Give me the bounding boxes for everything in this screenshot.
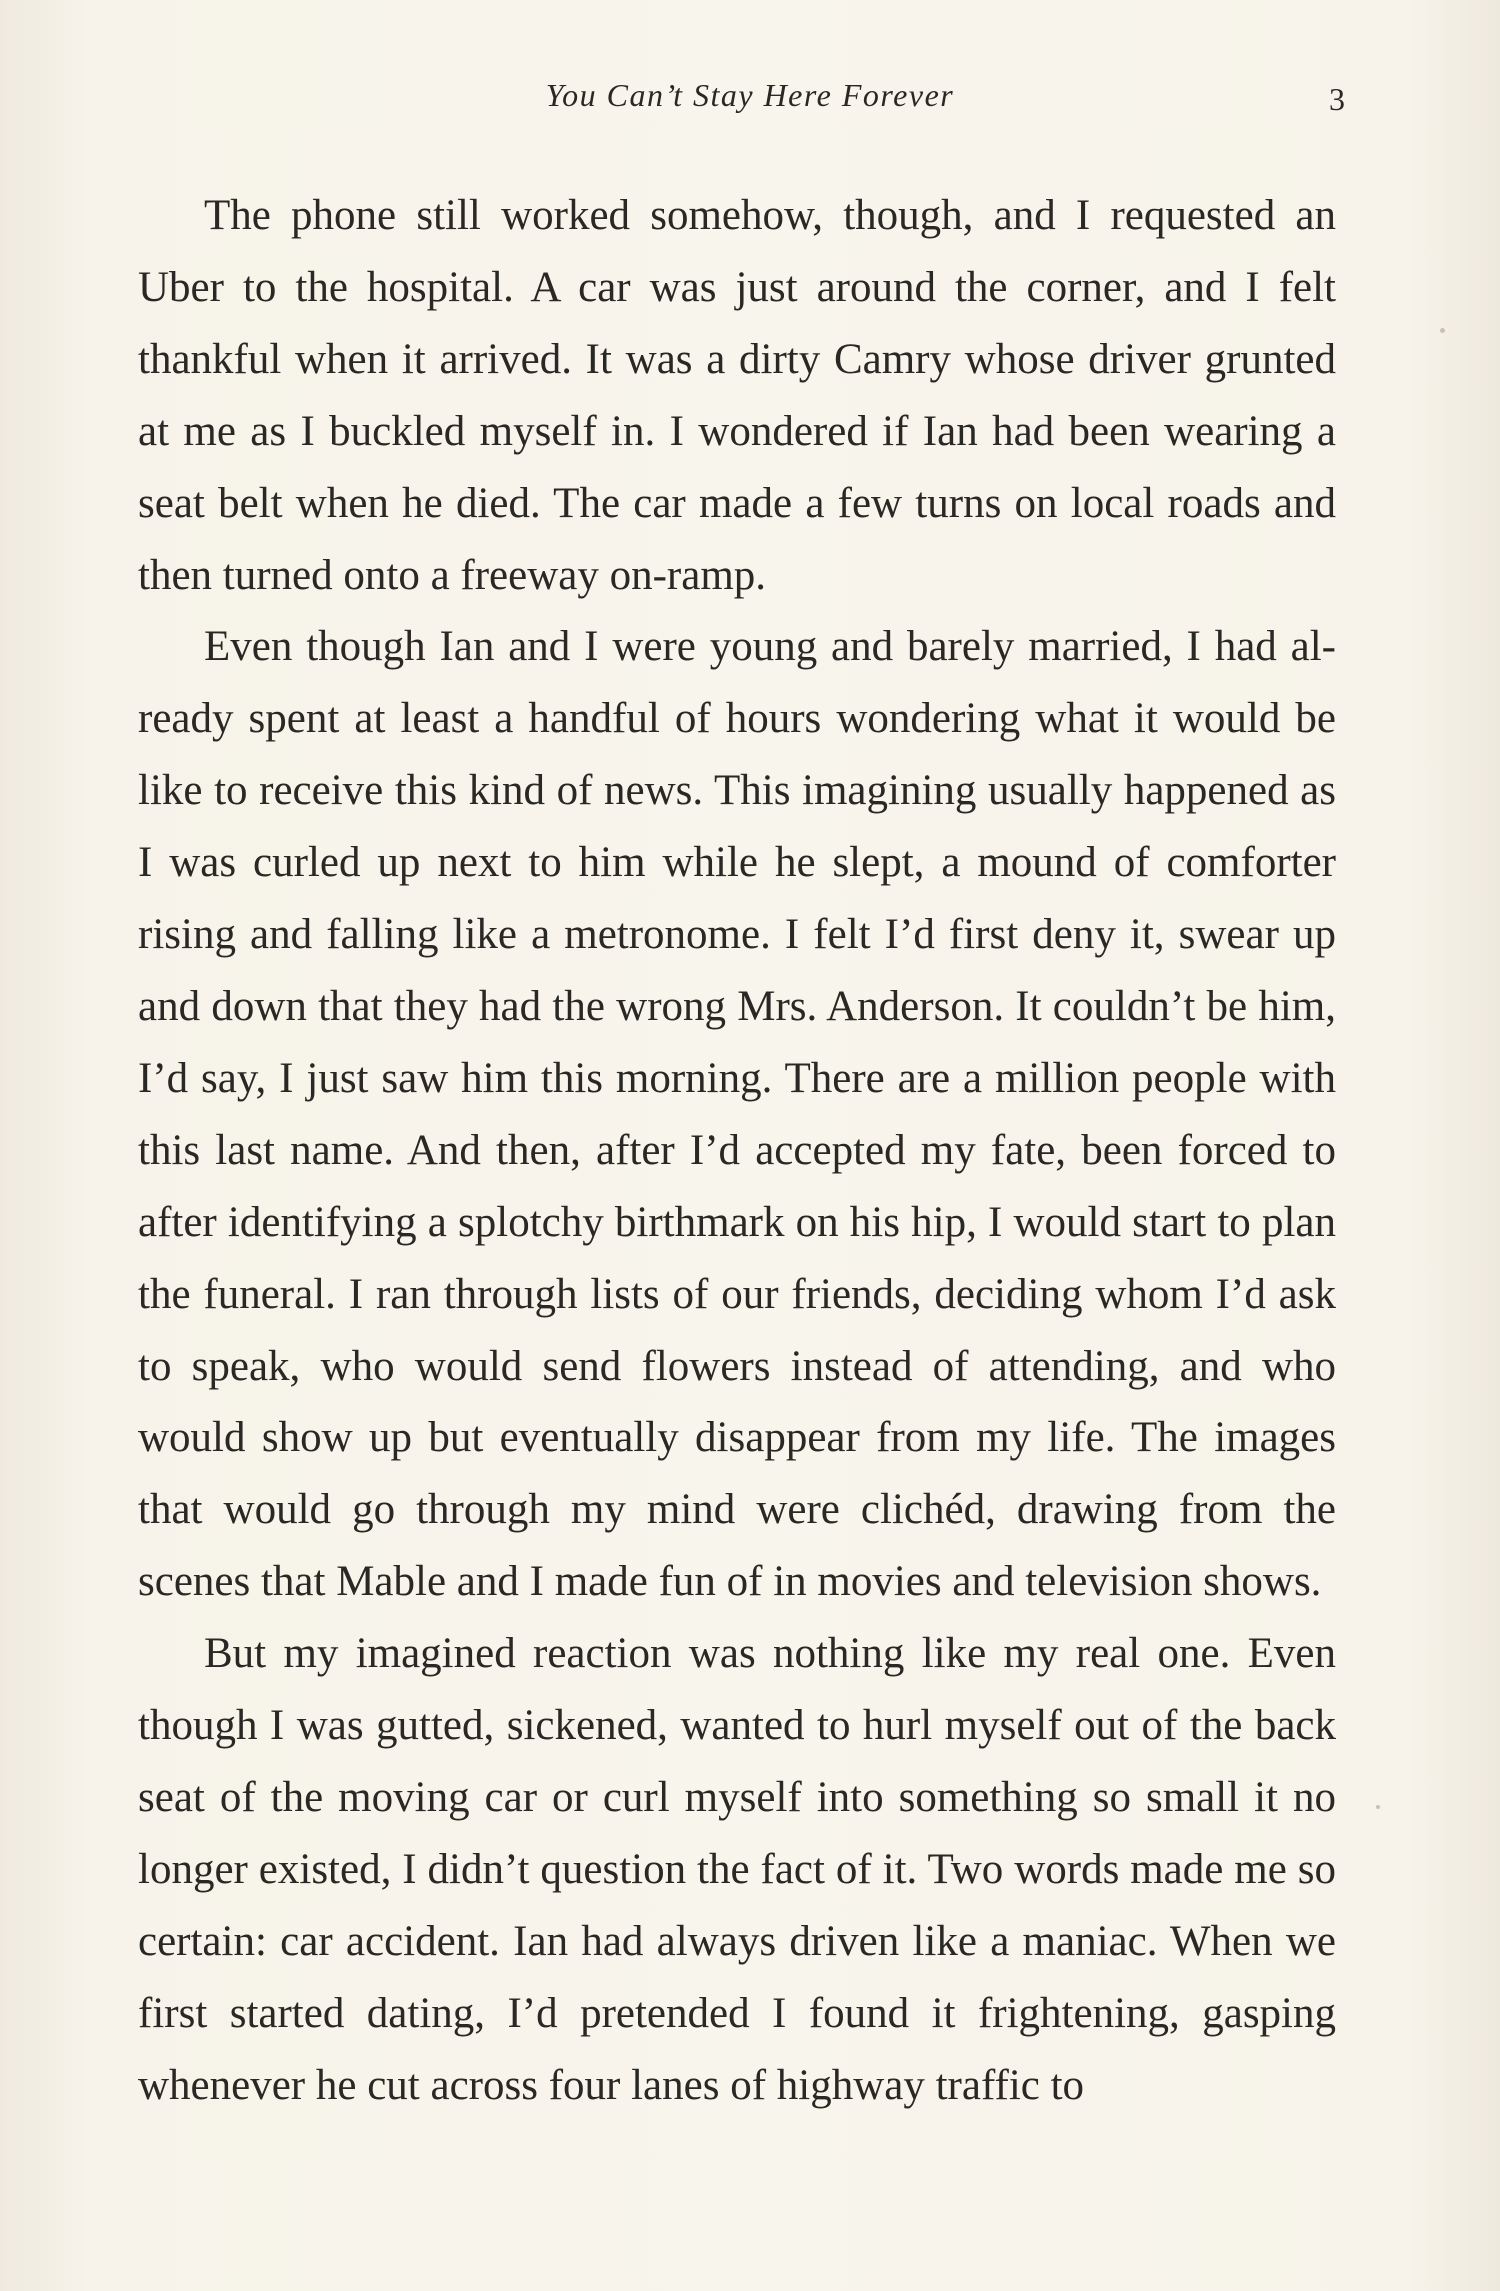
paragraph-1: The phone still worked somehow, though, and I requested an Uber to the hospital. A car was just around the corner, and I felt thankful when it arrived. It was a dirty Camry whose driver grunted at me as I buckled myself in. I wondered if Ian had been wearing a seat belt when he died. The car made a few turns on local roads and then turned onto a freeway on-ramp. (138, 192, 1336, 599)
page-number: 3 (1329, 81, 1345, 117)
paragraph-3: But my imagined reaction was nothing like my real one. Even though I was gutted, sickened, wanted to hurl myself out of the back seat of the moving car or curl myself into something so small it no longer existed, I didn’t question the fact of it. Two words made me so certain: car accident. Ian had always driven like a maniac. When we first started dating, I’d pretended I found it frightening, gasping whenever he cut across four lanes of highway traffic to (138, 1630, 1336, 2109)
running-head (0, 70, 1500, 120)
body-text (138, 180, 1336, 2121)
paragraph-2: Even though Ian and I were young and barely married, I had already spent at least a handful of hours wondering what it would be like to receive this kind of news. This imagining usually happened as I was curled up next to him while he slept, a mound of comforter rising and falling like a metronome. I felt I’d first deny it, swear up and down that they had the wrong Mrs. Anderson. It couldn’t be him, I’d say, I just saw him this morning. There are a million people with this last name. And then, after I’d accepted my fate, been forced to after identifying a splotchy birthmark on his hip, I would start to plan the funeral. I ran through lists of our friends, deciding whom I’d ask to speak, who would send flowers instead of attending, and who would show up but eventually disappear from my life. The images that would go through my mind were clichéd, drawing from the scenes that Mable and I made fun of in movies and television shows. (138, 623, 1336, 1606)
paper-speck (1440, 328, 1445, 333)
paper-speck (1376, 1805, 1380, 1809)
running-title: You Can’t Stay Here Forever (545, 77, 955, 113)
